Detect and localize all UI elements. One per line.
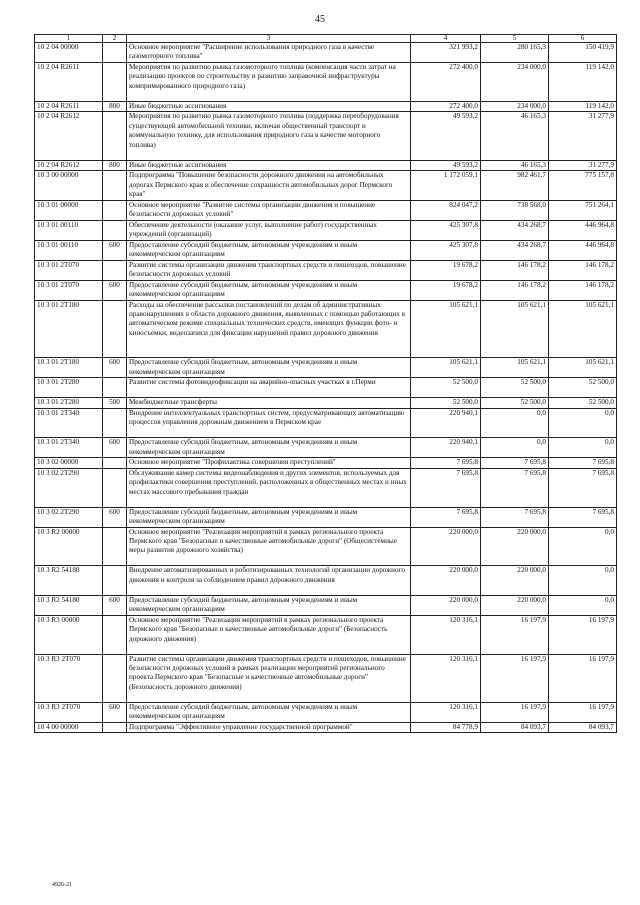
row-value-year2: 16 197,9 bbox=[481, 654, 549, 702]
table-row bbox=[35, 702, 617, 722]
row-code: 10 2 04 R2612 bbox=[35, 112, 103, 160]
row-value-year3: 0,0 bbox=[549, 566, 617, 595]
row-name: Основное мероприятие "Профилактика совершения преступлений" bbox=[127, 458, 411, 469]
row-value-year2: 105 621,1 bbox=[481, 358, 549, 378]
row-name: Межбюджетные трансферты bbox=[127, 398, 411, 409]
row-value-year2: 16 197,9 bbox=[481, 702, 549, 722]
row-value-year3: 0,0 bbox=[549, 408, 617, 437]
row-value-year3: 52 500,0 bbox=[549, 378, 617, 398]
row-name: Развитие системы фотовидеофиксации на аварийно-опасных участках в г.Перми bbox=[127, 378, 411, 398]
table-header-row bbox=[35, 35, 617, 43]
row-value-year1: 272 400,0 bbox=[411, 63, 481, 102]
row-name: Предоставление субсидий бюджетным, автономным учреждениям и иным некоммерческим организациям bbox=[127, 240, 411, 260]
table-row bbox=[35, 171, 617, 200]
row-value-year3: 146 178,2 bbox=[549, 280, 617, 300]
table-row bbox=[35, 160, 617, 171]
row-code: 10 3 01 2Т280 bbox=[35, 398, 103, 409]
row-value-year1: 19 678,2 bbox=[411, 260, 481, 280]
row-name: Предоставление субсидий бюджетным, автономным учреждениям и иным некоммерческим организациям bbox=[127, 280, 411, 300]
table-row bbox=[35, 101, 617, 112]
row-value-year3: 446 964,8 bbox=[549, 240, 617, 260]
row-name: Иные бюджетные ассигнования bbox=[127, 160, 411, 171]
row-value-year1: 7 695,8 bbox=[411, 507, 481, 527]
row-value-year1: 49 593,2 bbox=[411, 112, 481, 160]
row-value-year1: 425 307,8 bbox=[411, 220, 481, 240]
column-header-6: 6 bbox=[549, 35, 617, 43]
row-value-year3: 105 621,1 bbox=[549, 300, 617, 358]
row-name: Предоставление субсидий бюджетным, автономным учреждениям и иным некоммерческим организациям bbox=[127, 507, 411, 527]
row-value-year2: 234 000,0 bbox=[481, 101, 549, 112]
row-value-year2: 220 000,0 bbox=[481, 527, 549, 566]
row-code: 10 3 R3 2Т070 bbox=[35, 654, 103, 702]
row-expense-type bbox=[103, 63, 127, 102]
row-value-year1: 49 593,2 bbox=[411, 160, 481, 171]
table-row bbox=[35, 595, 617, 615]
table-row bbox=[35, 300, 617, 358]
row-value-year2: 234 000,0 bbox=[481, 63, 549, 102]
row-expense-type bbox=[103, 468, 127, 507]
row-value-year1: 220 000,0 bbox=[411, 566, 481, 595]
row-expense-type: 600 bbox=[103, 595, 127, 615]
row-expense-type bbox=[103, 566, 127, 595]
row-code: 10 2 04 R2611 bbox=[35, 101, 103, 112]
row-expense-type bbox=[103, 171, 127, 200]
row-value-year1: 52 500,0 bbox=[411, 378, 481, 398]
row-name: Подпрограмма "Эффективное управление государственной программой" bbox=[127, 722, 411, 733]
row-value-year2: 52 500,0 bbox=[481, 378, 549, 398]
row-expense-type bbox=[103, 260, 127, 280]
row-value-year1: 19 678,2 bbox=[411, 280, 481, 300]
row-code: 10 3 01 2Т070 bbox=[35, 260, 103, 280]
row-value-year2: 7 695,8 bbox=[481, 458, 549, 469]
row-code: 10 3 02 00000 bbox=[35, 458, 103, 469]
row-code: 10 3 01 2Т180 bbox=[35, 300, 103, 358]
table-row bbox=[35, 438, 617, 458]
row-value-year3: 31 277,9 bbox=[549, 160, 617, 171]
row-value-year2: 0,0 bbox=[481, 408, 549, 437]
row-name: Мероприятия по развитию рынка газомоторного топлива (компенсация части затрат на реализацию проектов по строительству и развитию заправочной инфраструктуры компримированного природного газа) bbox=[127, 63, 411, 102]
row-code: 10 3 R3 2Т070 bbox=[35, 702, 103, 722]
row-code: 10 3 01 00110 bbox=[35, 240, 103, 260]
row-value-year2: 220 000,0 bbox=[481, 566, 549, 595]
table-row bbox=[35, 358, 617, 378]
budget-table-body bbox=[35, 35, 617, 733]
row-value-year1: 1 172 059,1 bbox=[411, 171, 481, 200]
row-value-year1: 220 940,1 bbox=[411, 438, 481, 458]
row-value-year2: 84 093,7 bbox=[481, 722, 549, 733]
row-value-year3: 52 500,0 bbox=[549, 398, 617, 409]
row-value-year2: 982 461,7 bbox=[481, 171, 549, 200]
row-expense-type bbox=[103, 378, 127, 398]
row-expense-type: 600 bbox=[103, 507, 127, 527]
row-expense-type bbox=[103, 43, 127, 63]
row-code: 10 3 R2 54180 bbox=[35, 595, 103, 615]
row-code: 10 3 01 2Т280 bbox=[35, 378, 103, 398]
row-value-year1: 220 940,1 bbox=[411, 408, 481, 437]
row-code: 10 3 01 2Т340 bbox=[35, 438, 103, 458]
row-name: Основное мероприятие "Расширение использования природного газа в качестве газомоторного топлива" bbox=[127, 43, 411, 63]
row-name: Предоставление субсидий бюджетным, автономным учреждениям и иным некоммерческим организациям bbox=[127, 358, 411, 378]
row-name: Основное мероприятие "Реализация мероприятий в рамках регионального проекта Пермского края "Безопасные и качественные автомобильные дороги" (Общесистемные меры развития дорожного хозяйства) bbox=[127, 527, 411, 566]
row-value-year2: 52 500,0 bbox=[481, 398, 549, 409]
table-row bbox=[35, 615, 617, 654]
row-value-year1: 824 047,2 bbox=[411, 200, 481, 220]
row-code: 10 3 R3 00000 bbox=[35, 615, 103, 654]
row-name: Предоставление субсидий бюджетным, автономным учреждениям и иным некоммерческим организациям bbox=[127, 702, 411, 722]
row-value-year3: 16 197,9 bbox=[549, 615, 617, 654]
table-row bbox=[35, 507, 617, 527]
row-value-year3: 16 197,9 bbox=[549, 702, 617, 722]
row-value-year1: 220 000,0 bbox=[411, 527, 481, 566]
table-row bbox=[35, 468, 617, 507]
table-row bbox=[35, 200, 617, 220]
row-value-year3: 16 197,9 bbox=[549, 654, 617, 702]
row-code: 10 2 04 R2611 bbox=[35, 63, 103, 102]
row-value-year3: 7 695,8 bbox=[549, 468, 617, 507]
row-value-year1: 220 000,0 bbox=[411, 595, 481, 615]
row-value-year1: 272 400,0 bbox=[411, 101, 481, 112]
row-expense-type bbox=[103, 220, 127, 240]
row-name: Подпрограмма "Повышение безопасности дорожного движения на автомобильных дорогах Пермского края и обеспечение сохранности автомобильных дорог Пермского края" bbox=[127, 171, 411, 200]
table-row bbox=[35, 240, 617, 260]
row-value-year2: 105 621,1 bbox=[481, 300, 549, 358]
row-value-year2: 7 695,8 bbox=[481, 507, 549, 527]
row-code: 10 3 02 2Т290 bbox=[35, 468, 103, 507]
row-value-year1: 321 993,2 bbox=[411, 43, 481, 63]
row-value-year3: 0,0 bbox=[549, 595, 617, 615]
row-value-year1: 7 695,8 bbox=[411, 458, 481, 469]
row-expense-type bbox=[103, 615, 127, 654]
column-header-5: 5 bbox=[481, 35, 549, 43]
row-expense-type bbox=[103, 112, 127, 160]
row-value-year2: 16 197,9 bbox=[481, 615, 549, 654]
row-value-year3: 146 178,2 bbox=[549, 260, 617, 280]
table-row bbox=[35, 260, 617, 280]
row-expense-type: 600 bbox=[103, 438, 127, 458]
column-header-2: 2 bbox=[103, 35, 127, 43]
row-name: Развитие системы организации движения транспортных средств и пешеходов, повышение безопасности дорожных условий в рамках реализации мероприятий регионального проекта Пермского края "Безопасные и качественные автомобильные дороги" (Безопасность дорожного движения) bbox=[127, 654, 411, 702]
row-code: 10 3 01 2Т340 bbox=[35, 408, 103, 437]
row-value-year2: 46 165,3 bbox=[481, 160, 549, 171]
row-expense-type bbox=[103, 527, 127, 566]
row-value-year3: 105 621,1 bbox=[549, 358, 617, 378]
row-value-year3: 7 695,8 bbox=[549, 458, 617, 469]
row-code: 10 2 04 00000 bbox=[35, 43, 103, 63]
row-value-year3: 751 264,1 bbox=[549, 200, 617, 220]
row-name: Основное мероприятие "Развитие системы организации движения и повышение безопасности дорожных условий" bbox=[127, 200, 411, 220]
row-value-year3: 31 277,9 bbox=[549, 112, 617, 160]
row-expense-type: 800 bbox=[103, 101, 127, 112]
table-row bbox=[35, 398, 617, 409]
row-name: Расходы на обеспечение рассылки постановлений по делам об административных правонарушениях в области дорожного движения, выявленных с помощью работающих в автоматическом режиме специальных технических средств, имеющих функции фото- и киносъемки, видеозаписи для фиксации нарушений правил дорожного движения bbox=[127, 300, 411, 358]
row-code: 10 3 02 2Т290 bbox=[35, 507, 103, 527]
table-row bbox=[35, 43, 617, 63]
row-expense-type: 500 bbox=[103, 398, 127, 409]
budget-table bbox=[34, 34, 617, 733]
row-value-year3: 119 142,0 bbox=[549, 63, 617, 102]
table-row bbox=[35, 722, 617, 733]
table-row bbox=[35, 220, 617, 240]
row-value-year1: 52 500,0 bbox=[411, 398, 481, 409]
table-row bbox=[35, 408, 617, 437]
row-value-year1: 120 316,1 bbox=[411, 654, 481, 702]
table-row bbox=[35, 527, 617, 566]
row-code: 10 3 R2 54180 bbox=[35, 566, 103, 595]
row-value-year2: 434 268,7 bbox=[481, 220, 549, 240]
row-name: Иные бюджетные ассигнования bbox=[127, 101, 411, 112]
row-name: Внедрение интеллектуальных транспортных систем, предусматривающих автоматизацию процессов управления дорожным движением в Пермском крае bbox=[127, 408, 411, 437]
row-name: Предоставление субсидий бюджетным, автономным учреждениям и иным некоммерческим организациям bbox=[127, 595, 411, 615]
row-value-year1: 7 695,8 bbox=[411, 468, 481, 507]
row-value-year2: 0,0 bbox=[481, 438, 549, 458]
row-value-year1: 120 316,1 bbox=[411, 702, 481, 722]
row-value-year1: 105 621,1 bbox=[411, 300, 481, 358]
row-expense-type bbox=[103, 200, 127, 220]
row-name: Основное мероприятие "Реализация мероприятий в рамках регионального проекта Пермского края "Безопасные и качественные автомобильные дороги" (Безопасность дорожного движения) bbox=[127, 615, 411, 654]
table-row bbox=[35, 378, 617, 398]
row-expense-type bbox=[103, 458, 127, 469]
row-name: Мероприятия по развитию рынка газомоторного топлива (поддержка переоборудования существующей автомобильной техники, включая общественный транспорт и коммунальную технику, для использования природного газа в качестве моторного топлива) bbox=[127, 112, 411, 160]
row-expense-type bbox=[103, 408, 127, 437]
row-value-year2: 7 695,8 bbox=[481, 468, 549, 507]
row-value-year2: 146 178,2 bbox=[481, 280, 549, 300]
row-code: 10 4 00 00000 bbox=[35, 722, 103, 733]
row-name: Обслуживание камер системы видеонаблюдения и других элементов, используемых для профилактики совершения преступлений, расположенных в общественных местах и иных местах массового пребывания граждан bbox=[127, 468, 411, 507]
row-value-year3: 119 142,0 bbox=[549, 101, 617, 112]
table-row bbox=[35, 280, 617, 300]
row-value-year3: 446 964,8 bbox=[549, 220, 617, 240]
row-value-year3: 0,0 bbox=[549, 527, 617, 566]
row-value-year2: 280 165,3 bbox=[481, 43, 549, 63]
row-value-year3: 775 157,8 bbox=[549, 171, 617, 200]
row-value-year3: 0,0 bbox=[549, 438, 617, 458]
table-row bbox=[35, 63, 617, 102]
row-code: 10 2 04 R2612 bbox=[35, 160, 103, 171]
row-expense-type: 600 bbox=[103, 702, 127, 722]
row-value-year3: 7 695,8 bbox=[549, 507, 617, 527]
footer-document-code: 4926-21 bbox=[52, 882, 72, 888]
row-expense-type bbox=[103, 722, 127, 733]
row-expense-type: 600 bbox=[103, 358, 127, 378]
row-value-year2: 46 165,3 bbox=[481, 112, 549, 160]
row-expense-type: 800 bbox=[103, 160, 127, 171]
row-value-year2: 146 178,2 bbox=[481, 260, 549, 280]
row-value-year1: 84 778,9 bbox=[411, 722, 481, 733]
table-row bbox=[35, 112, 617, 160]
row-expense-type: 600 bbox=[103, 240, 127, 260]
row-code: 10 3 01 2Т180 bbox=[35, 358, 103, 378]
row-value-year3: 84 093,7 bbox=[549, 722, 617, 733]
row-code: 10 3 R2 00000 bbox=[35, 527, 103, 566]
row-value-year3: 150 419,9 bbox=[549, 43, 617, 63]
row-code: 10 3 01 00000 bbox=[35, 200, 103, 220]
row-name: Предоставление субсидий бюджетным, автономным учреждениям и иным некоммерческим организациям bbox=[127, 438, 411, 458]
row-value-year1: 425 307,8 bbox=[411, 240, 481, 260]
row-name: Развитие системы организации движения транспортных средств и пешеходов, повышение безопасности дорожных условий bbox=[127, 260, 411, 280]
row-code: 10 3 00 00000 bbox=[35, 171, 103, 200]
page-number: 45 bbox=[315, 14, 325, 25]
row-name: Внедрение автоматизированных и роботизированных технологий организации дорожного движения и контроля за соблюдением правил дорожного движения bbox=[127, 566, 411, 595]
row-code: 10 3 01 2Т070 bbox=[35, 280, 103, 300]
table-row bbox=[35, 566, 617, 595]
row-value-year1: 120 316,1 bbox=[411, 615, 481, 654]
row-expense-type bbox=[103, 300, 127, 358]
column-header-4: 4 bbox=[411, 35, 481, 43]
column-header-3: 3 bbox=[127, 35, 411, 43]
row-name: Обеспечение деятельности (оказание услуг, выполнение работ) государственных учреждений (организаций) bbox=[127, 220, 411, 240]
table-row bbox=[35, 458, 617, 469]
row-expense-type bbox=[103, 654, 127, 702]
row-code: 10 3 01 00110 bbox=[35, 220, 103, 240]
row-expense-type: 600 bbox=[103, 280, 127, 300]
row-value-year2: 220 000,0 bbox=[481, 595, 549, 615]
column-header-1: 1 bbox=[35, 35, 103, 43]
row-value-year1: 105 621,1 bbox=[411, 358, 481, 378]
row-value-year2: 434 268,7 bbox=[481, 240, 549, 260]
row-value-year2: 738 568,0 bbox=[481, 200, 549, 220]
table-row bbox=[35, 654, 617, 702]
